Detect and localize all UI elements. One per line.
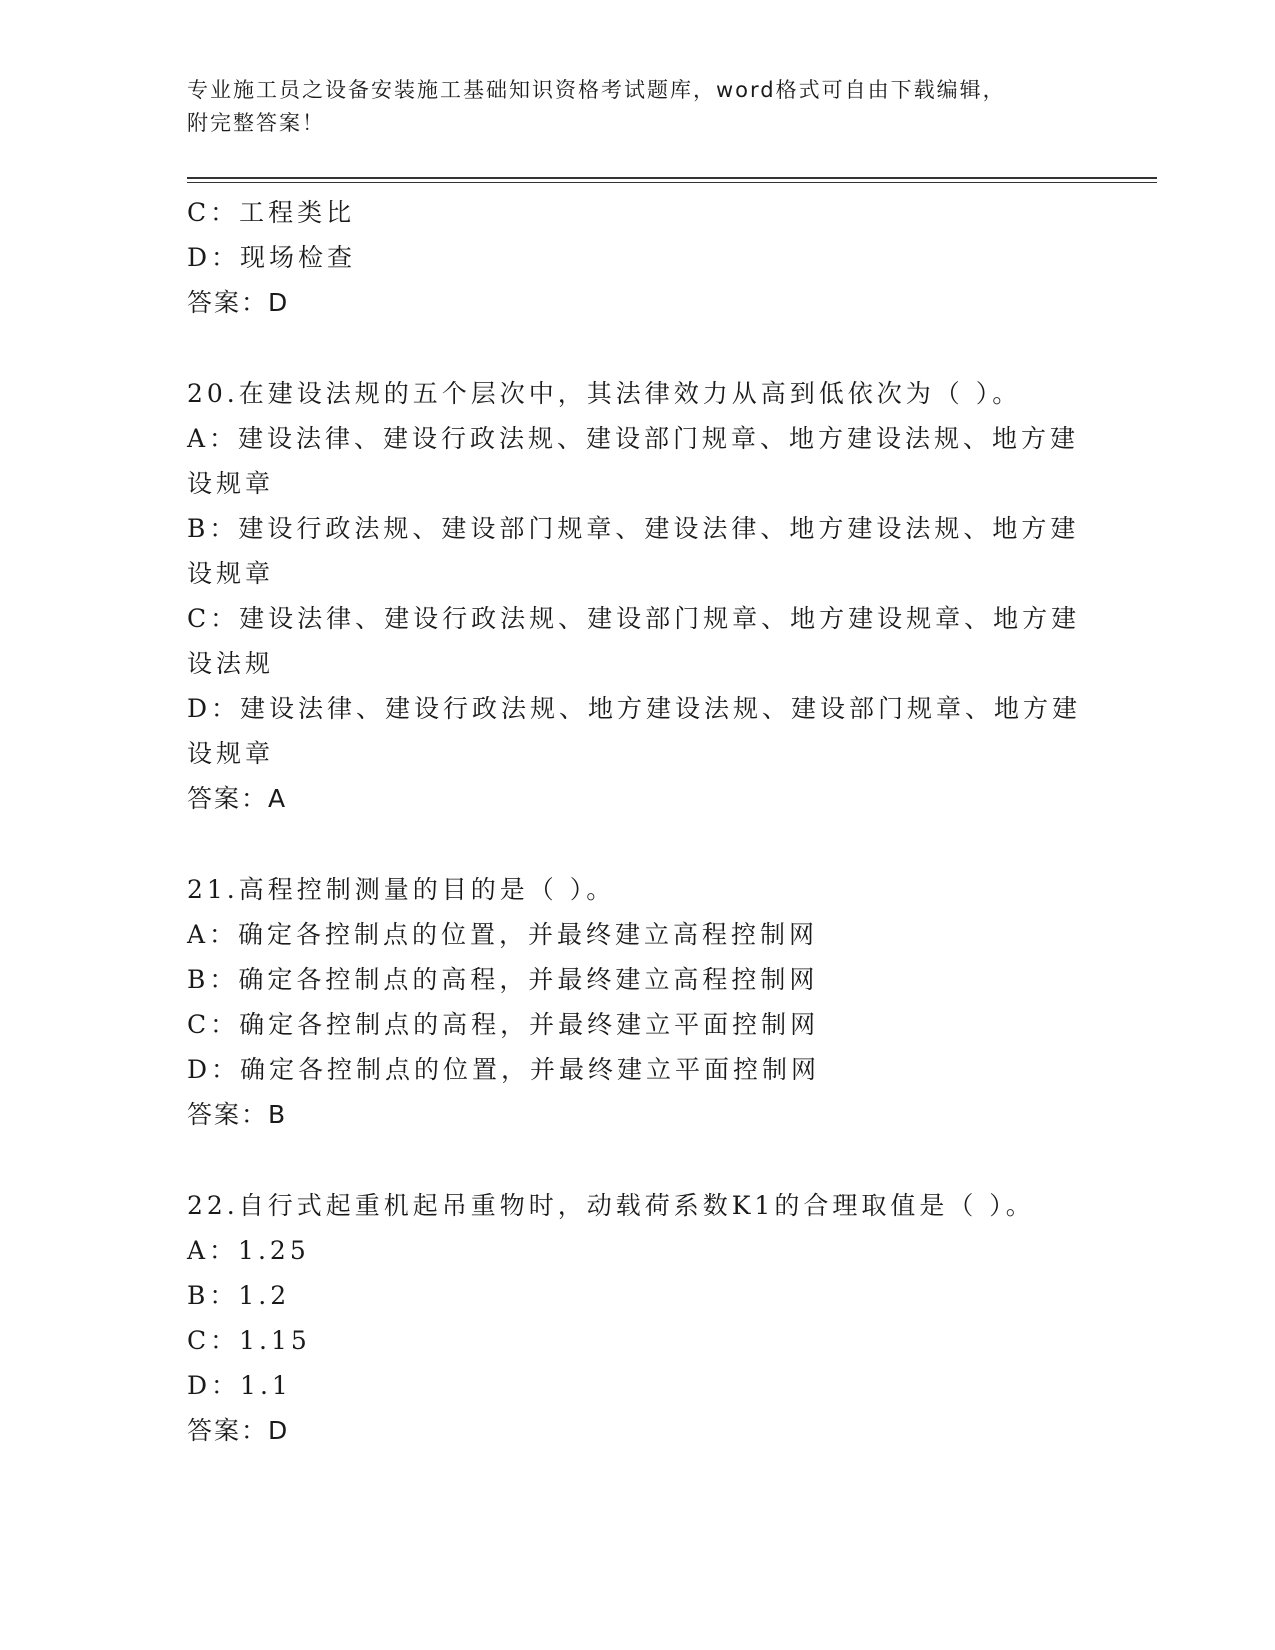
question-stem: 21.高程控制测量的目的是（ ）。	[187, 875, 616, 904]
question-22	[187, 1183, 1087, 1453]
option-a: A：1.25	[187, 1236, 310, 1265]
option-d-cont: 设规章	[187, 739, 275, 768]
option-b: B：确定各控制点的高程，并最终建立高程控制网	[187, 965, 819, 994]
option-c: C：工程类比	[187, 198, 356, 227]
option-a: A：确定各控制点的位置，并最终建立高程控制网	[187, 920, 819, 949]
option-c-cont: 设法规	[187, 649, 275, 678]
option-d: D：1.1	[187, 1371, 292, 1400]
question-stem: 22.自行式起重机起吊重物时，动载荷系数K1的合理取值是（ ）。	[187, 1191, 1035, 1220]
option-c: C：确定各控制点的高程，并最终建立平面控制网	[187, 1010, 820, 1039]
option-a-cont: 设规章	[187, 469, 275, 498]
option-d: D：建设法律、建设行政法规、地方建设法规、建设部门规章、地方建	[187, 694, 1082, 723]
prev-question-block	[187, 190, 1087, 325]
option-d: D：现场检查	[187, 243, 357, 272]
question-21	[187, 867, 1087, 1137]
option-b: B：建设行政法规、建设部门规章、建设法律、地方建设法规、地方建	[187, 514, 1080, 543]
question-content	[187, 190, 1087, 1453]
question-stem: 20.在建设法规的五个层次中，其法律效力从高到低依次为（ ）。	[187, 379, 1022, 408]
answer-line: 答案：A	[187, 784, 288, 813]
header-rule-thin	[187, 182, 1157, 183]
document-header	[187, 74, 1067, 140]
header-line-2: 附完整答案！	[187, 111, 325, 135]
answer-line: 答案：D	[187, 288, 290, 317]
option-b-cont: 设规章	[187, 559, 275, 588]
option-c: C：1.15	[187, 1326, 311, 1355]
header-rule-thick	[187, 177, 1157, 179]
header-line-1: 专业施工员之设备安装施工基础知识资格考试题库，word格式可自由下载编辑，	[187, 78, 1006, 102]
option-d: D：确定各控制点的位置，并最终建立平面控制网	[187, 1055, 821, 1084]
option-c: C：建设法律、建设行政法规、建设部门规章、地方建设规章、地方建	[187, 604, 1081, 633]
option-b: B：1.2	[187, 1281, 291, 1310]
question-20	[187, 371, 1087, 821]
answer-line: 答案：D	[187, 1416, 290, 1445]
option-a: A：建设法律、建设行政法规、建设部门规章、地方建设法规、地方建	[187, 424, 1080, 453]
answer-line: 答案：B	[187, 1100, 288, 1129]
